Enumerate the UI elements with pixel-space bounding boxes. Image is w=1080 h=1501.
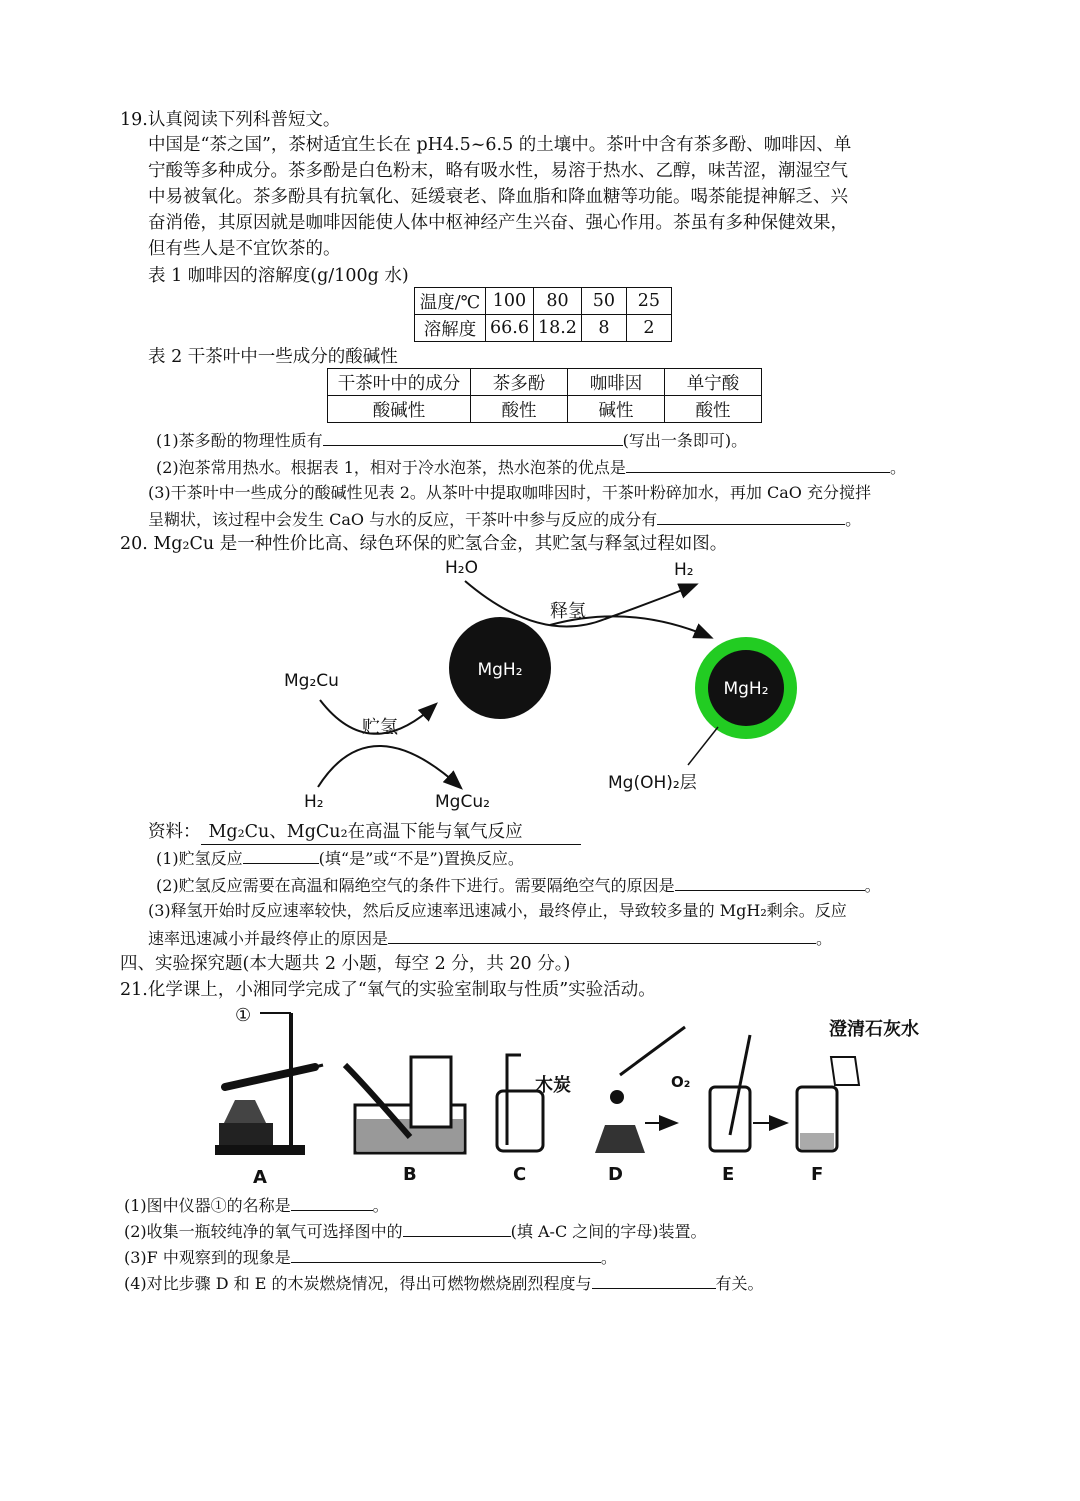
q20-sub3-line2	[148, 926, 832, 951]
q20-sub3-line1: (3)释氢开始时反应速率较快，然后反应速率迅速减小，最终停止，导致较多量的 MgH₂剩余。反应	[148, 901, 847, 920]
table-cell: 18.2	[533, 315, 581, 342]
question-text: 。	[816, 929, 833, 948]
answer-blank[interactable]	[243, 846, 319, 864]
table-row	[415, 288, 672, 315]
question-text: (填“是”或“不是”)置换反应。	[318, 849, 524, 868]
table-cell: 8	[581, 315, 626, 342]
q20-info	[148, 820, 581, 845]
tube-nozzle	[315, 1065, 323, 1067]
h2o-label: H₂O	[445, 558, 478, 578]
question-text: (填 A-C 之间的字母)装置。	[510, 1222, 707, 1241]
q19-title: 19.认真阅读下列科普短文。	[120, 110, 341, 130]
fig-label-a: A	[253, 1167, 267, 1188]
crucible-tongs	[620, 1027, 685, 1075]
h2-bottom-label: H₂	[304, 792, 324, 812]
question-text: (写出一条即可)。	[622, 431, 748, 450]
q21-sub4	[124, 1271, 764, 1296]
mg2cu-label: Mg₂Cu	[284, 671, 339, 691]
question-text: 。	[845, 510, 862, 529]
info-label: 资料：	[148, 822, 201, 842]
question-text: 。	[372, 1196, 389, 1215]
q20-sub1	[156, 846, 524, 871]
table-row	[328, 396, 762, 423]
table-cell: 25	[626, 288, 671, 315]
release-label: 释氢	[550, 601, 586, 622]
table-cell: 咖啡因	[568, 369, 665, 396]
lamp-block	[219, 1123, 273, 1145]
question-text: (1)贮氢反应	[156, 849, 243, 868]
question-text: (1)茶多酚的物理性质有	[156, 431, 323, 450]
q21-sub2	[124, 1219, 707, 1244]
answer-blank[interactable]	[403, 1219, 511, 1237]
fig-label-e: E	[722, 1164, 735, 1185]
q21-title: 21.化学课上，小湘同学完成了“氧气的实验室制取与性质”实验活动。	[120, 980, 656, 1000]
caffeine-solubility-table	[414, 287, 672, 342]
limewater-liquid	[800, 1133, 834, 1149]
question-text: 有关。	[715, 1274, 764, 1293]
burner	[595, 1125, 645, 1153]
storage-label: 贮氢	[362, 717, 398, 738]
answer-blank[interactable]	[657, 507, 845, 525]
o2-label: O₂	[671, 1073, 691, 1091]
answer-blank[interactable]	[291, 1245, 601, 1263]
table-row	[328, 369, 762, 396]
test-tube	[225, 1067, 315, 1087]
table-cell: 酸性	[665, 396, 762, 423]
table-cell: 80	[533, 288, 581, 315]
stand-rod	[289, 1013, 293, 1147]
collection-bottle	[497, 1091, 543, 1151]
q19-para-line: 宁酸等多种成分。茶多酚是白色粉末，略有吸水性，易溶于热水、乙醇，味苦涩，潮湿空气	[148, 161, 848, 181]
limewater-label: 澄清石灰水	[829, 1019, 919, 1040]
question-text: (1)图中仪器①的名称是	[124, 1196, 291, 1215]
marker-label: ①	[235, 1005, 252, 1026]
fig-label-d: D	[608, 1164, 623, 1185]
mgcu2-label: MgCu₂	[435, 792, 490, 812]
q19-sub1	[156, 428, 747, 453]
info-text: Mg₂Cu、MgCu₂在高温下能与氧气反应	[201, 820, 581, 845]
table-cell: 2	[626, 315, 671, 342]
table-cell: 单宁酸	[665, 369, 762, 396]
table-cell: 茶多酚	[471, 369, 568, 396]
question-text: 。	[889, 458, 906, 477]
q21-sub3	[124, 1245, 617, 1270]
q19-sub3-line2	[148, 507, 861, 532]
table-cell: 溶解度	[415, 315, 486, 342]
table-cell: 66.6	[486, 315, 534, 342]
section-heading: 四、实验探究题(本大题共 2 小题，每空 2 分，共 20 分。)	[120, 954, 571, 974]
gas-jar	[411, 1057, 451, 1127]
charcoal-label: 木炭	[535, 1075, 571, 1096]
q20-sub2	[156, 873, 881, 898]
question-text: (4)对比步骤 D 和 E 的木炭燃烧情况，得出可燃物燃烧剧烈程度与	[124, 1274, 592, 1293]
question-text: (3)F 中观察到的现象是	[124, 1248, 291, 1267]
q19-para-line: 中国是“茶之国”，茶树适宜生长在 pH4.5~6.5 的土壤中。茶叶中含有茶多酚、咖啡因、单	[148, 135, 852, 155]
tea-acidity-table	[327, 368, 762, 423]
table-cell: 碱性	[568, 396, 665, 423]
layer-pointer	[688, 727, 718, 765]
answer-blank[interactable]	[675, 873, 865, 891]
question-text: 。	[600, 1248, 617, 1267]
table2-caption: 表 2 干茶叶中一些成分的酸碱性	[148, 347, 398, 367]
answer-blank[interactable]	[626, 455, 890, 473]
q19-para-line: 但有些人是不宜饮茶的。	[148, 239, 341, 259]
question-text: 呈糊状，该过程中会发生 CaO 与水的反应，干茶叶中参与反应的成分有	[148, 510, 658, 529]
alcohol-lamp	[223, 1100, 267, 1125]
charcoal-piece	[610, 1090, 624, 1104]
fig-label-b: B	[403, 1164, 417, 1185]
answer-blank[interactable]	[323, 428, 623, 446]
q19-para-line: 中易被氧化。茶多酚具有抗氧化、延缓衰老、降血脂和降血糖等功能。喝茶能提神解乏、兴	[148, 187, 848, 207]
oxygen-jar	[710, 1087, 750, 1151]
question-text: (2)收集一瓶较纯净的氧气可选择图中的	[124, 1222, 403, 1241]
table1-caption: 表 1 咖啡因的溶解度(g/100g 水)	[148, 266, 409, 286]
table-cell: 酸碱性	[328, 396, 471, 423]
fig-label-c: C	[513, 1164, 527, 1185]
table-cell: 干茶叶中的成分	[328, 369, 471, 396]
mgh2-label: MgH₂	[477, 660, 523, 680]
q21-sub1	[124, 1193, 389, 1218]
hydrogen-storage-diagram	[270, 555, 830, 817]
question-text: (2)贮氢反应需要在高温和隔绝空气的条件下进行。需要隔绝空气的原因是	[156, 876, 675, 895]
question-text: 速率迅速减小并最终停止的原因是	[148, 929, 389, 948]
q19-sub2	[156, 455, 906, 480]
q19-para-line: 奋消倦，其原因就是咖啡因能使人体中枢神经产生兴奋、强心作用。茶虽有多种保健效果，	[148, 213, 848, 233]
table-cell: 酸性	[471, 396, 568, 423]
answer-blank[interactable]	[291, 1193, 373, 1211]
mgh2-label: MgH₂	[723, 679, 769, 699]
beaker	[831, 1057, 859, 1085]
q20-title: 20. Mg₂Cu 是一种性价比高、绿色环保的贮氢合金，其贮氢与释氢过程如图。	[120, 534, 728, 554]
table-cell: 温度/℃	[415, 288, 486, 315]
question-text: 。	[864, 876, 881, 895]
answer-blank[interactable]	[592, 1271, 716, 1289]
mgoh2-layer-label: Mg(OH)₂层	[608, 773, 697, 793]
table-cell: 50	[581, 288, 626, 315]
question-text: (2)泡茶常用热水。根据表 1，相对于冷水泡茶，热水泡茶的优点是	[156, 458, 626, 477]
answer-blank[interactable]	[388, 926, 816, 944]
oxygen-experiment-figure	[205, 1005, 919, 1188]
h2-top-label: H₂	[674, 560, 694, 580]
storage-arrow-bottom	[318, 746, 460, 787]
fig-label-f: F	[811, 1164, 824, 1185]
table-cell: 100	[486, 288, 534, 315]
q19-sub3-line1: (3)干茶叶中一些成分的酸碱性见表 2。从茶叶中提取咖啡因时，干茶叶粉碎加水，再加 CaO 充分搅拌	[148, 483, 872, 502]
table-row	[415, 315, 672, 342]
